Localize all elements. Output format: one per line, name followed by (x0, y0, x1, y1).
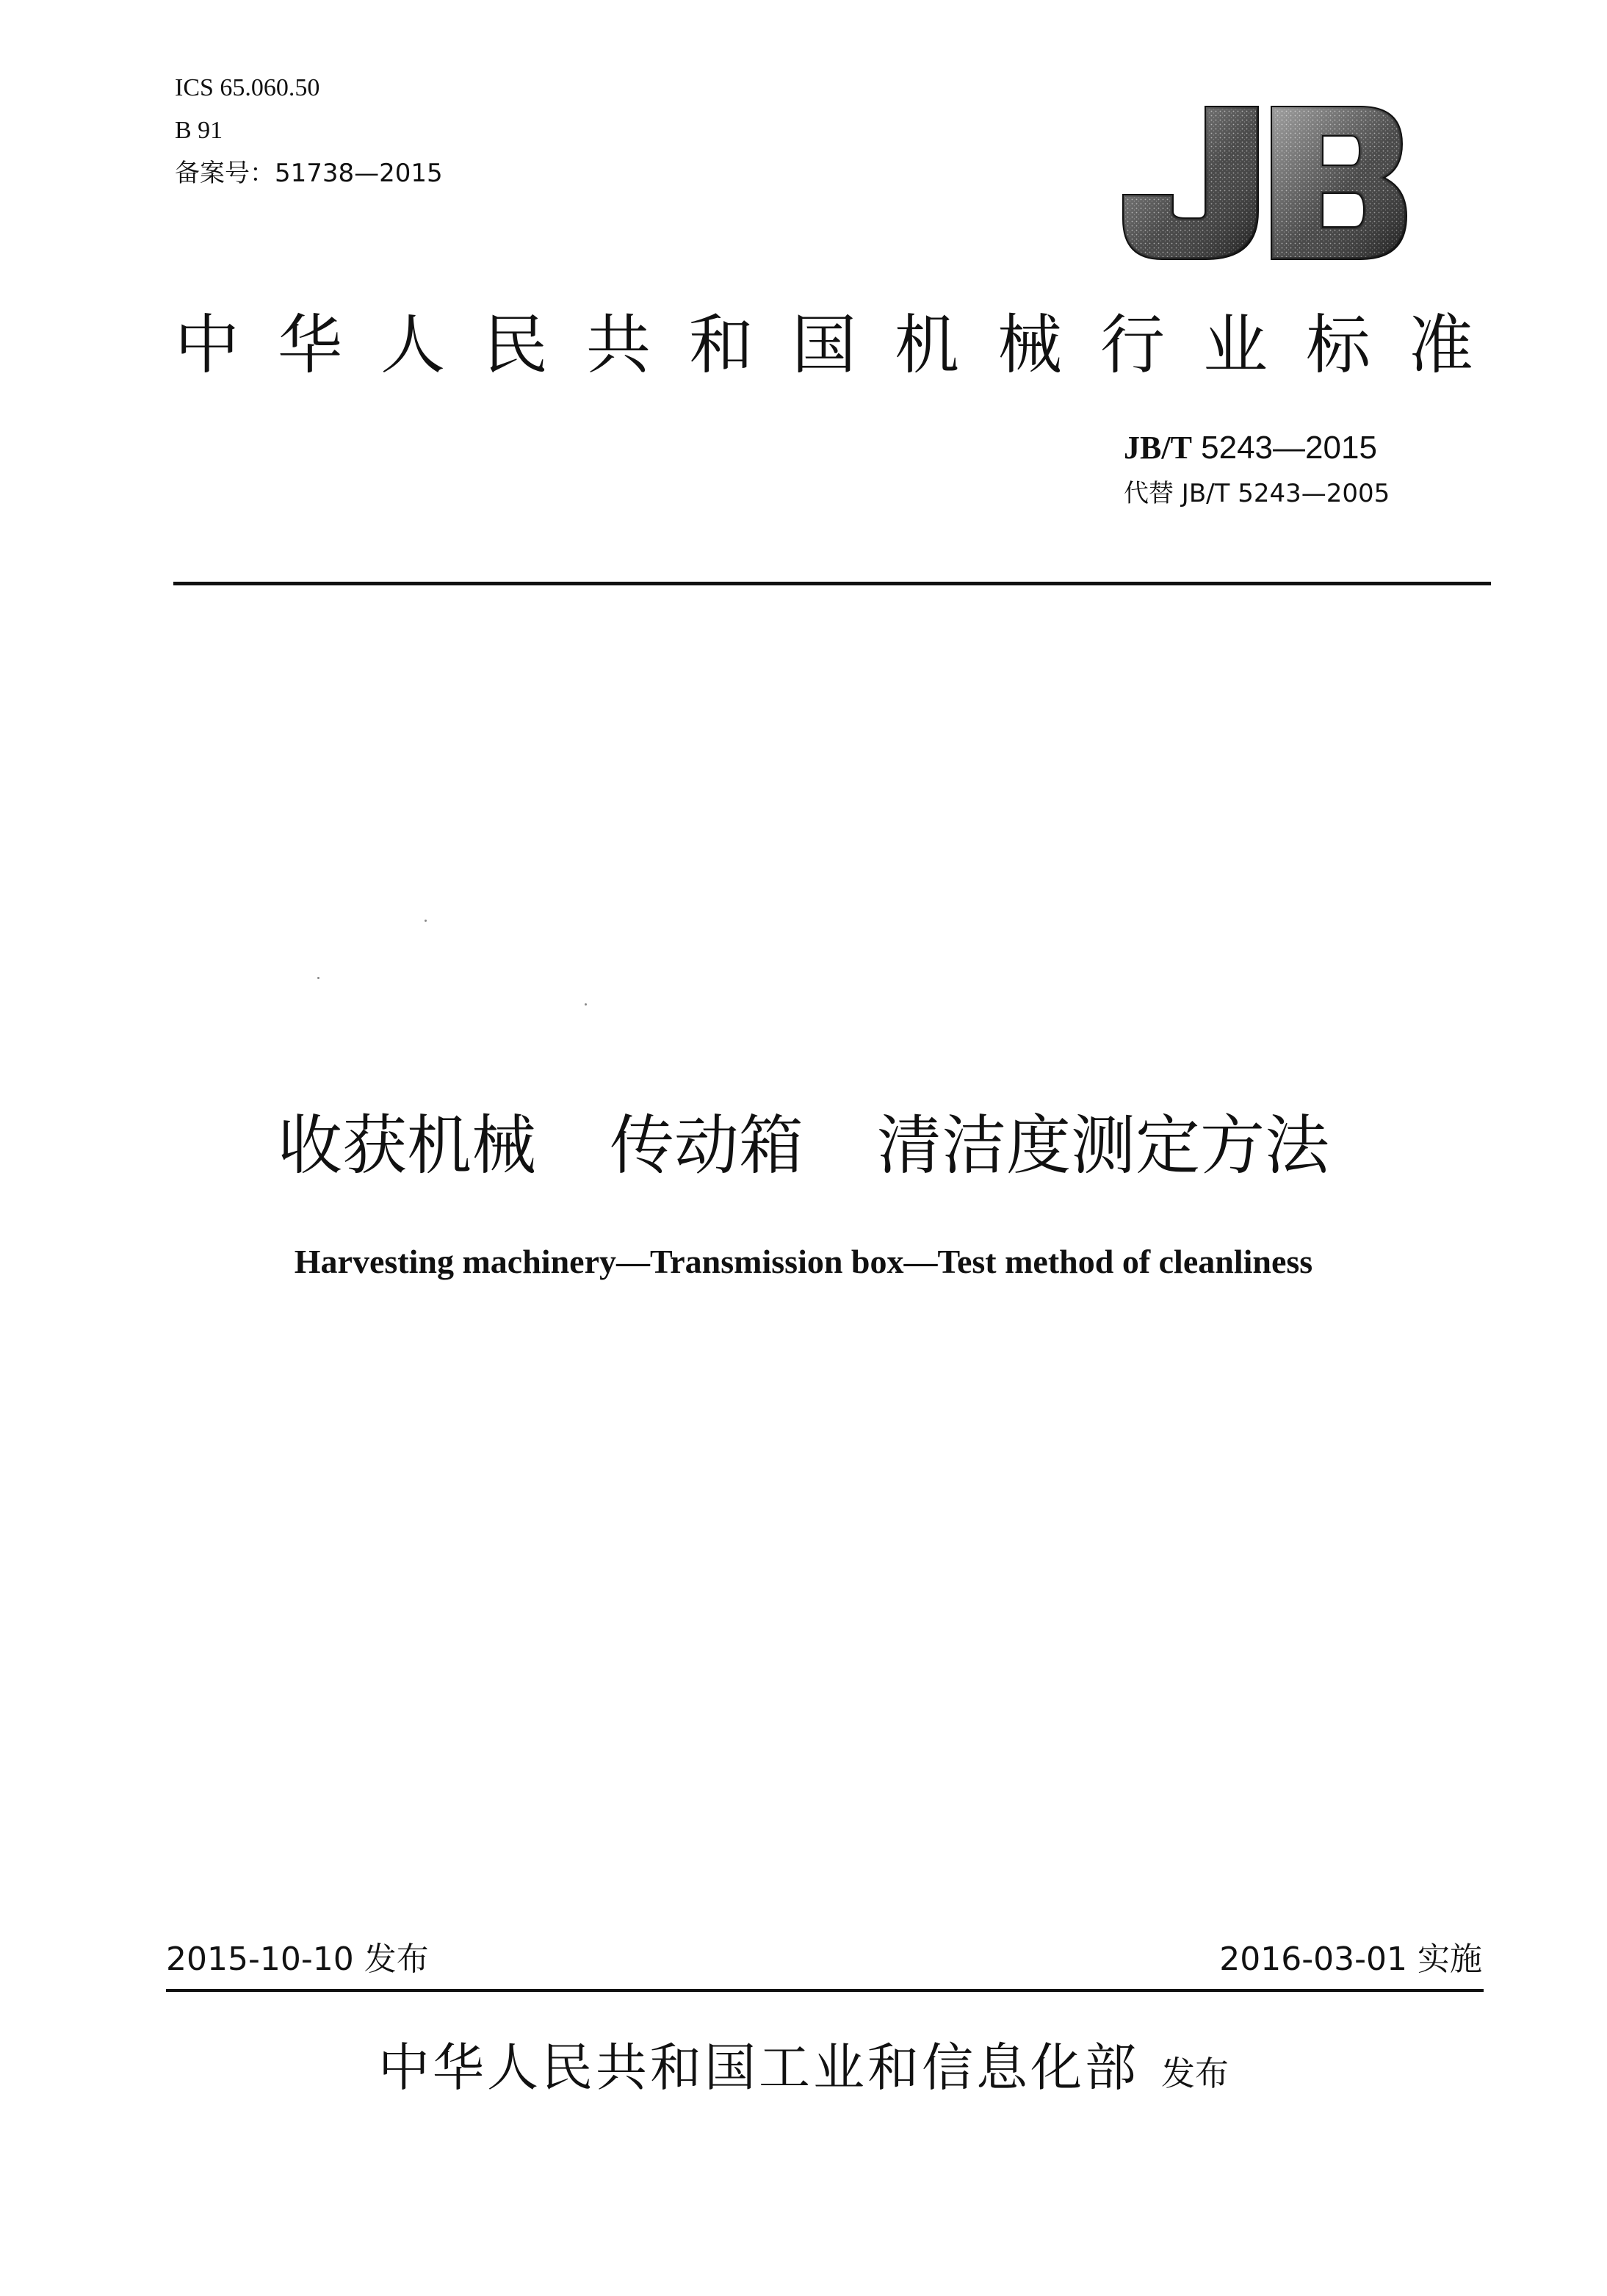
publisher-org: 中华人民共和国工业和信息化部 (378, 2037, 1139, 2098)
record-number (175, 159, 443, 189)
publish-date: 2015-10-10 发布 (166, 1941, 429, 1978)
publisher (0, 2035, 1607, 2107)
standard-replaces: 代替 JB/T 5243—2005 (1124, 479, 1390, 508)
org-title: 中华人民共和国机械行业标准 (175, 307, 1512, 383)
scan-speck (425, 920, 427, 922)
top-divider (173, 582, 1491, 585)
scan-speck (585, 1003, 587, 1006)
standard-number (1124, 430, 1377, 466)
record-label: 备案号： (175, 159, 275, 188)
record-value: 51738—2015 (275, 159, 443, 188)
ics-code: ICS 65.060.50 (175, 74, 320, 101)
standard-prefix: JB/T (1124, 430, 1192, 466)
bottom-divider (166, 1989, 1484, 1992)
title-part-1: 收获机械 (277, 1108, 536, 1183)
document-title-en: Harvesting machinery—Transmission box—Test method of cleanliness (294, 1243, 1313, 1280)
jb-logo-letters (1124, 107, 1406, 259)
implement-date: 2016-03-01 实施 (1219, 1941, 1482, 1978)
publisher-action: 发布 (1161, 2054, 1229, 2093)
ccs-code: B 91 (175, 117, 223, 144)
standard-code: 5243—2015 (1191, 430, 1377, 466)
jb-logo (1118, 101, 1412, 264)
scan-speck (317, 977, 319, 979)
title-part-2: 传动箱 (609, 1108, 804, 1183)
title-part-3: 清洁度测定方法 (877, 1108, 1330, 1183)
document-title-cn (0, 1105, 1607, 1186)
